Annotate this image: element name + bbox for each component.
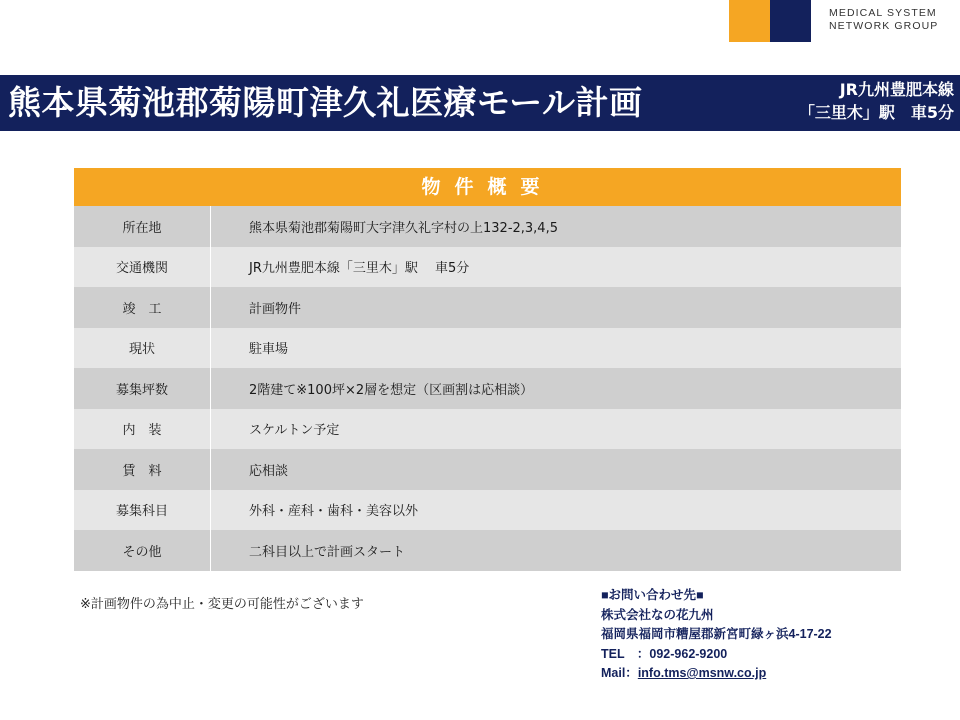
row-value: 熊本県菊池郡菊陽町大字津久礼字村の上132-2,3,4,5 — [249, 220, 558, 236]
row-value: 二科目以上で計画スタート — [249, 544, 406, 560]
station-access: 「三里木」駅 車5分 — [798, 103, 954, 122]
row-label: 募集坪数 — [74, 368, 211, 409]
table-row — [74, 206, 901, 247]
mail-label: Mail： — [601, 666, 638, 680]
contact-address: 福岡県福岡市糟屋郡新宮町緑ヶ浜4-17-22 — [601, 627, 832, 641]
row-value: 応相談 — [249, 463, 289, 479]
contact-mail — [601, 664, 832, 684]
contact-block — [601, 586, 832, 684]
row-value: スケルトン予定 — [249, 423, 340, 439]
table-row — [74, 409, 901, 450]
row-label: 所在地 — [74, 206, 211, 247]
table-row — [74, 368, 901, 409]
tel-number: 092-962-9200 — [649, 646, 728, 661]
table-row — [74, 328, 901, 369]
row-label: 交通機関 — [74, 247, 211, 288]
tel-label: TEL ： — [601, 646, 650, 661]
disclaimer-note: ※計画物件の為中止・変更の可能性がございます — [80, 597, 364, 612]
contact-heading: ■お問い合わせ先■ — [601, 588, 704, 602]
row-label: 募集科目 — [74, 490, 211, 531]
row-value: 駐車場 — [249, 342, 289, 358]
logo-square-orange — [729, 0, 770, 42]
row-value: JR九州豊肥本線「三里木」駅 車5分 — [249, 261, 470, 277]
station-line: JR九州豊肥本線 — [839, 80, 954, 99]
table-row — [74, 287, 901, 328]
row-label: その他 — [74, 530, 211, 571]
logo-square-navy — [770, 0, 811, 42]
title-bar — [0, 75, 960, 131]
table-heading: 物件概要 — [74, 168, 901, 206]
station-info — [799, 78, 954, 124]
contact-company: 株式会社なの花九州 — [601, 607, 714, 622]
property-table — [74, 206, 901, 571]
page-title: 熊本県菊池郡菊陽町津久礼医療モール計画 — [8, 83, 643, 122]
brand-logo-text — [829, 7, 938, 33]
row-value: 計画物件 — [249, 301, 302, 317]
table-row — [74, 490, 901, 531]
row-label: 内 装 — [74, 409, 211, 450]
row-label: 竣 工 — [74, 287, 211, 328]
table-row — [74, 530, 901, 571]
row-label: 賃 料 — [74, 449, 211, 490]
row-value: 外科・産科・歯科・美容以外 — [249, 504, 419, 520]
brand-line-2: NETWORK GROUP — [829, 20, 939, 32]
mail-link[interactable]: info.tms@msnw.co.jp — [637, 666, 767, 680]
table-row — [74, 449, 901, 490]
row-label: 現状 — [74, 328, 211, 369]
row-value: 2階建て※100坪×2層を想定（区画割は応相談） — [249, 382, 534, 398]
contact-tel — [601, 645, 832, 665]
table-row — [74, 247, 901, 288]
brand-line-1: MEDICAL SYSTEM — [829, 7, 937, 19]
